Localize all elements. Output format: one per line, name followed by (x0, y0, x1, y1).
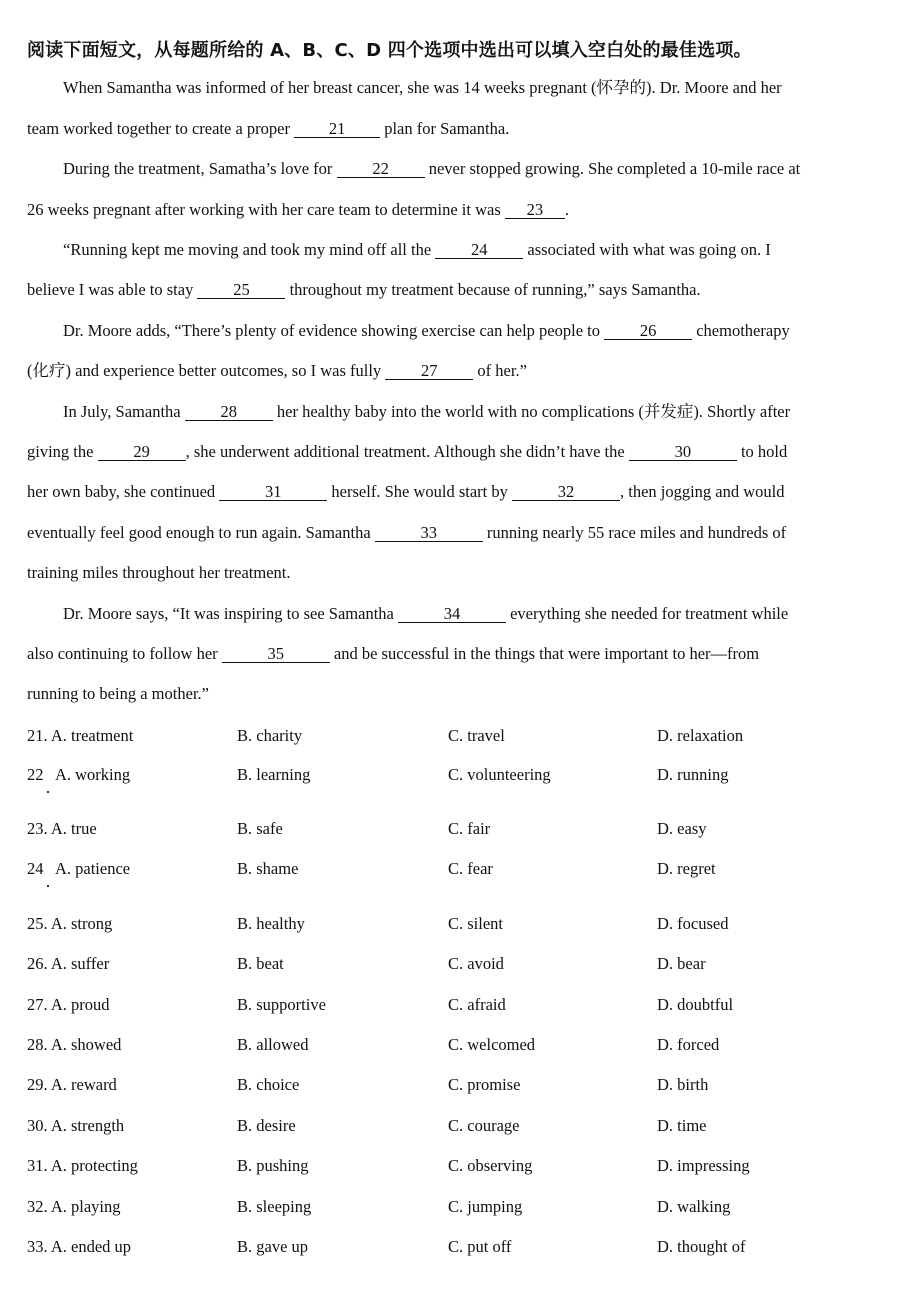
option-d: D. relaxation (657, 726, 744, 745)
passage-line (27, 361, 527, 381)
question-25-options (0, 913, 900, 935)
option-b: B. gave up (237, 1237, 309, 1256)
stray-dot (47, 885, 49, 887)
option-a: 21. A. treatment (27, 726, 134, 745)
passage-text: running nearly 55 race miles and hundreds of (482, 523, 787, 542)
question-29-options (0, 1074, 900, 1096)
option-c: C. fear (448, 859, 493, 878)
passage-line (27, 200, 569, 220)
passage-text: her own baby, she continued (27, 482, 220, 501)
blank-32: 32 (512, 483, 620, 501)
blank-31: 31 (219, 483, 327, 501)
option-d: D. forced (657, 1035, 720, 1054)
option-b: B. shame (237, 859, 299, 878)
passage-line (27, 280, 701, 300)
passage-line (63, 402, 790, 422)
option-b: B. safe (237, 819, 283, 838)
passage-text: plan for Samantha. (380, 119, 510, 138)
option-a: 25. A. strong (27, 914, 113, 933)
passage-line (27, 563, 290, 583)
passage-line (27, 684, 209, 704)
passage-line (27, 442, 787, 462)
passage-text: also continuing to follow her (27, 644, 222, 663)
option-c: C. promise (448, 1075, 521, 1094)
question-22-options (0, 764, 900, 786)
blank-24: 24 (435, 241, 523, 259)
passage-text: eventually feel good enough to run again. Samantha (27, 523, 375, 542)
passage-text: “Running kept me moving and took my mind off all the (63, 240, 436, 259)
option-c: C. avoid (448, 954, 504, 973)
option-c: C. courage (448, 1116, 520, 1135)
option-d: D. doubtful (657, 995, 734, 1014)
option-b: B. learning (237, 765, 311, 784)
question-32-options (0, 1196, 900, 1218)
option-b: B. desire (237, 1116, 296, 1135)
question-27-options (0, 994, 900, 1016)
option-b: B. charity (237, 726, 303, 745)
passage-text: chemotherapy (692, 321, 790, 340)
option-c: C. fair (448, 819, 491, 838)
passage-line (27, 482, 785, 502)
blank-21: 21 (294, 120, 380, 138)
passage-text: training miles throughout her treatment. (27, 563, 291, 582)
passage-text: everything she needed for treatment while (505, 604, 789, 623)
option-c: C. jumping (448, 1197, 523, 1216)
option-d: D. thought of (657, 1237, 746, 1256)
passage-text: (化疗) and experience better outcomes, so I was fully (27, 361, 386, 380)
option-c: C. silent (448, 914, 504, 933)
passage-line (63, 321, 790, 341)
blank-27: 27 (385, 362, 473, 380)
passage-text: team worked together to create a proper (27, 119, 295, 138)
blank-30: 30 (629, 443, 737, 461)
option-c: C. afraid (448, 995, 506, 1014)
passage-line (27, 644, 759, 664)
passage-text: herself. She would start by (327, 482, 512, 501)
instruction-heading: 阅读下面短文，从每题所给的 A、B、C、D 四个选项中选出可以填入空白处的最佳选项。 (27, 40, 752, 61)
blank-34: 34 (398, 605, 506, 623)
question-23-options (0, 818, 900, 840)
option-c: C. volunteering (448, 765, 551, 784)
blank-26: 26 (604, 322, 692, 340)
passage-text: , then jogging and would (619, 482, 785, 501)
passage-text: During the treatment, Samatha’s love for (63, 159, 337, 178)
question-30-options (0, 1115, 900, 1137)
option-c: C. welcomed (448, 1035, 536, 1054)
passage-line (63, 78, 782, 98)
option-b: B. allowed (237, 1035, 309, 1054)
option-d: D. time (657, 1116, 707, 1135)
option-d: D. impressing (657, 1156, 750, 1175)
blank-29: 29 (98, 443, 186, 461)
option-d: D. walking (657, 1197, 731, 1216)
passage-text: , she underwent additional treatment. Although she didn’t have the (185, 442, 629, 461)
option-d: D. running (657, 765, 729, 784)
option-a: 32. A. playing (27, 1197, 121, 1216)
question-24-options (0, 858, 900, 880)
blank-28: 28 (185, 403, 273, 421)
blank-35: 35 (222, 645, 330, 663)
option-b: B. pushing (237, 1156, 309, 1175)
stray-dot (47, 791, 49, 793)
option-b: B. supportive (237, 995, 326, 1014)
option-a: 29. A. reward (27, 1075, 117, 1094)
option-b: B. sleeping (237, 1197, 312, 1216)
option-c: C. travel (448, 726, 505, 745)
option-a: 23. A. true (27, 819, 97, 838)
option-b: B. healthy (237, 914, 305, 933)
question-26-options (0, 953, 900, 975)
question-33-options (0, 1236, 900, 1258)
option-b: B. beat (237, 954, 284, 973)
passage-text: giving the (27, 442, 98, 461)
passage-line (27, 119, 509, 139)
passage-text: Dr. Moore says, “It was inspiring to see Samantha (63, 604, 398, 623)
option-a: 26. A. suffer (27, 954, 110, 973)
passage-text: associated with what was going on. I (523, 240, 771, 259)
passage-text: never stopped growing. She completed a 10-mile race at (424, 159, 801, 178)
passage-text: When Samantha was informed of her breast cancer, she was 14 weeks pregnant (怀孕的). Dr. Moore and her (63, 78, 782, 97)
option-d: D. regret (657, 859, 716, 878)
option-d: D. bear (657, 954, 706, 973)
passage-text: to hold (736, 442, 788, 461)
option-a: 27. A. proud (27, 995, 110, 1014)
question-21-options (0, 725, 900, 747)
passage-text: her healthy baby into the world with no complications (并发症). Shortly after (272, 402, 791, 421)
option-d: D. birth (657, 1075, 709, 1094)
question-31-options (0, 1155, 900, 1177)
passage-text: Dr. Moore adds, “There’s plenty of evidence showing exercise can help people to (63, 321, 605, 340)
passage-text: running to being a mother.” (27, 684, 209, 703)
passage-line (63, 240, 771, 260)
option-d: D. easy (657, 819, 707, 838)
passage-text: of her.” (473, 361, 527, 380)
passage-line (63, 159, 800, 179)
question-28-options (0, 1034, 900, 1056)
passage-line (63, 604, 788, 624)
passage-line (27, 523, 786, 543)
passage-text: and be successful in the things that were important to her—from (329, 644, 760, 663)
option-a: 33. A. ended up (27, 1237, 132, 1256)
option-a: 24 A. patience (27, 859, 131, 878)
blank-25: 25 (197, 281, 285, 299)
option-a: 30. A. strength (27, 1116, 125, 1135)
passage-text: believe I was able to stay (27, 280, 198, 299)
blank-22: 22 (337, 160, 425, 178)
option-c: C. put off (448, 1237, 512, 1256)
option-a: 28. A. showed (27, 1035, 122, 1054)
passage-text: 26 weeks pregnant after working with her care team to determine it was (27, 200, 505, 219)
passage-text: . (564, 200, 569, 219)
option-a: 31. A. protecting (27, 1156, 138, 1175)
passage-text: throughout my treatment because of running,” says Samantha. (285, 280, 701, 299)
option-a: 22 A. working (27, 765, 131, 784)
option-b: B. choice (237, 1075, 300, 1094)
blank-33: 33 (375, 524, 483, 542)
option-c: C. observing (448, 1156, 533, 1175)
option-d: D. focused (657, 914, 729, 933)
passage-text: In July, Samantha (63, 402, 185, 421)
blank-23: 23 (505, 201, 565, 219)
